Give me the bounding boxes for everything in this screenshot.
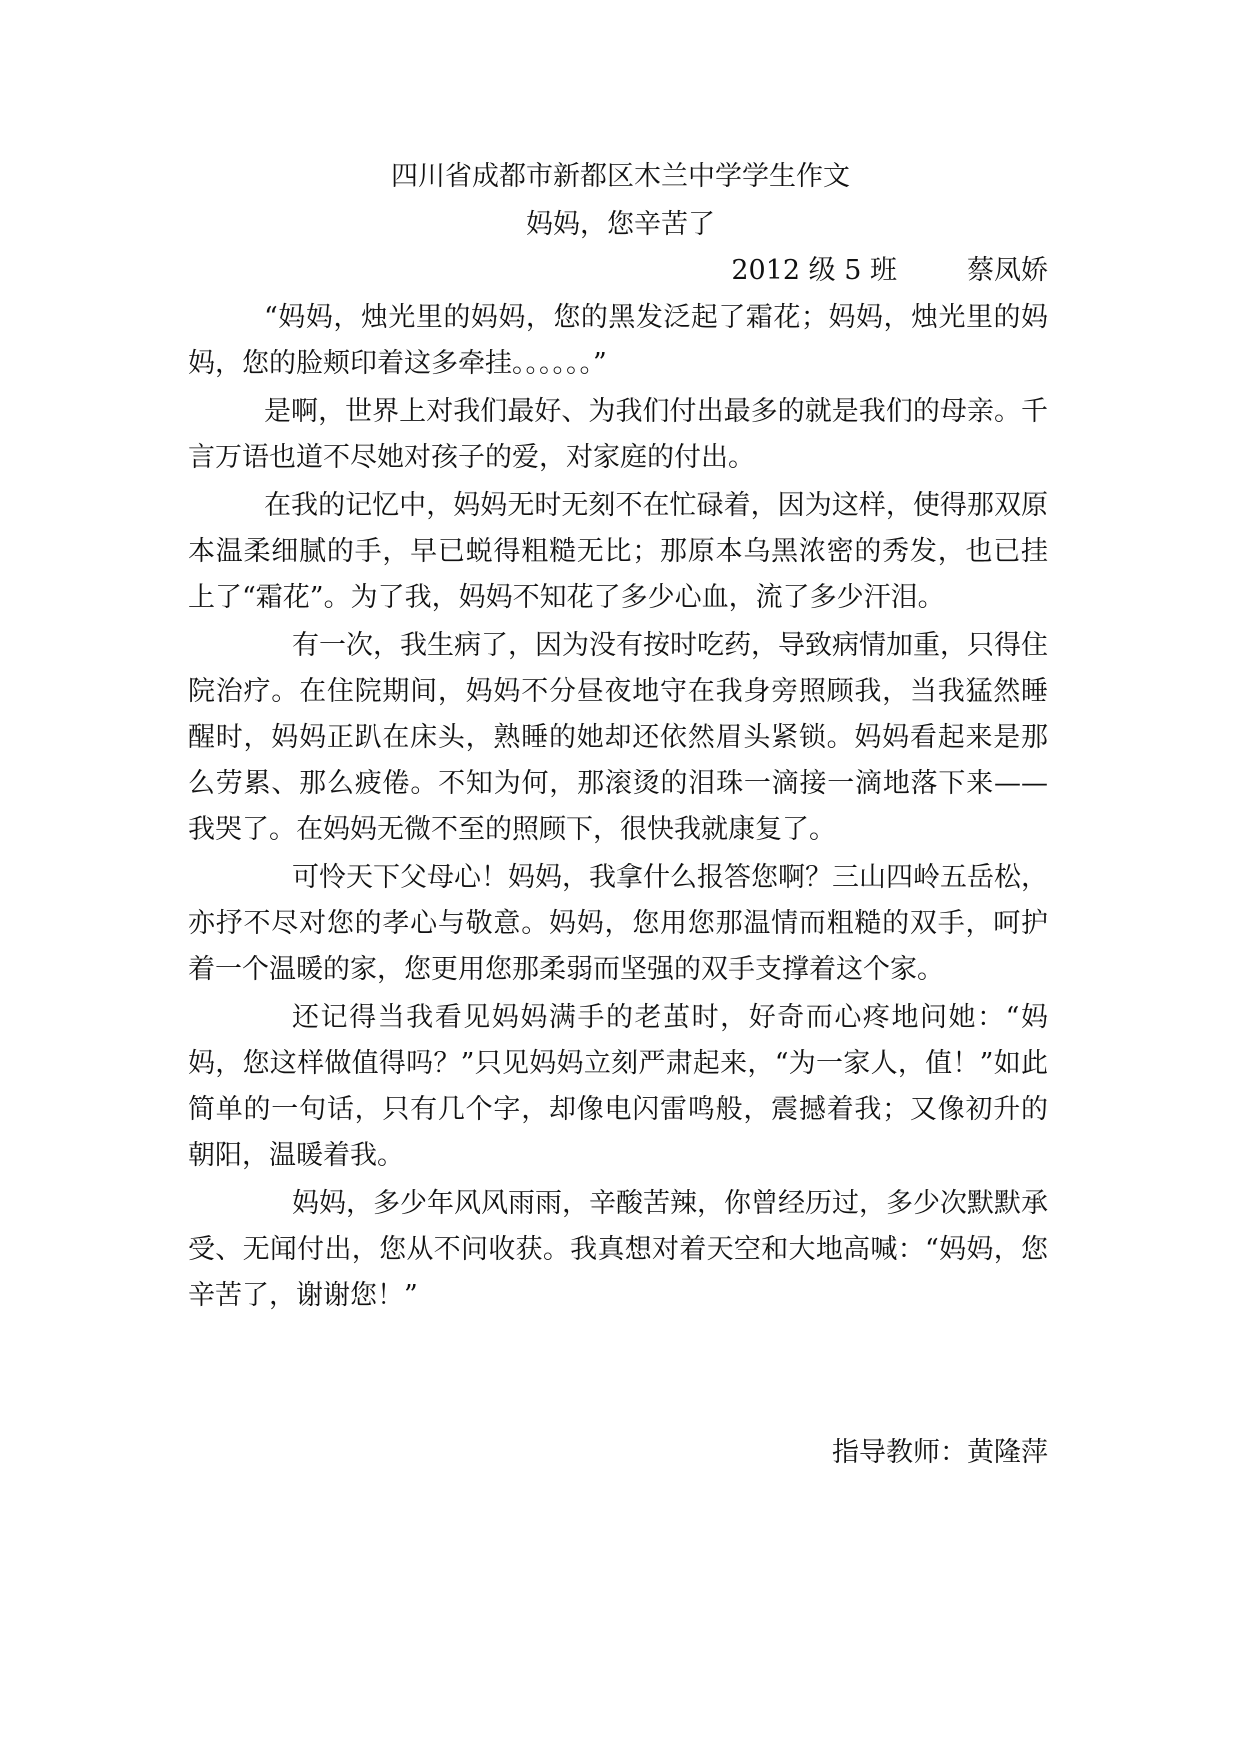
paragraph: “妈妈，烛光里的妈妈，您的黑发泛起了霜花；妈妈，烛光里的妈妈，您的脸颊印着这多牵挂。。。。。。” [188,302,1048,379]
paragraph: 在我的记忆中，妈妈无时无刻不在忙碌着，因为这样，使得那双原本温柔细腻的手，早已蜕得粗糙无比；那原本乌黑浓密的秀发，也已挂上了“霜花”。为了我，妈妈不知花了多少心血，流了多少汗泪。 [188,490,1048,613]
paragraph: 是啊，世界上对我们最好、为我们付出最多的就是我们的母亲。千言万语也道不尽她对孩子的爱，对家庭的付出。 [188,396,1048,473]
paragraph: 还记得当我看见妈妈满手的老茧时，好奇而心疼地问她：“妈妈，您这样做值得吗？”只见妈妈立刻严肃起来，“为一家人，值！”如此简单的一句话，只有几个字，却像电闪雷鸣般，震撼着我；又像初升的朝阳，温暖着我。 [188,1002,1048,1171]
author-name: 蔡凤娇 [967,255,1048,286]
essay-body [188,295,1048,1319]
class-label: 2012 级 5 班 [731,255,897,286]
byline [731,251,1048,291]
essay-title: 妈妈，您辛苦了 [526,209,715,240]
school-heading: 四川省成都市新都区木兰中学学生作文 [391,161,850,192]
advisor-line: 指导教师：黄隆萍 [832,1437,1048,1468]
paragraph: 妈妈，多少年风风雨雨，辛酸苦辣，你曾经历过，多少次默默承受、无闻付出，您从不问收获。我真想对着天空和大地高喊：“妈妈，您辛苦了，谢谢您！” [188,1188,1048,1311]
paragraph: 可怜天下父母心！妈妈，我拿什么报答您啊？三山四岭五岳松，亦抒不尽对您的孝心与敬意。妈妈，您用您那温情而粗糙的双手，呵护着一个温暖的家，您更用您那柔弱而坚强的双手支撑着这个家。 [188,862,1048,985]
paragraph: 有一次，我生病了，因为没有按时吃药，导致病情加重，只得住院治疗。在住院期间，妈妈不分昼夜地守在我身旁照顾我，当我猛然睡醒时，妈妈正趴在床头，熟睡的她却还依然眉头紧锁。妈妈看起来是那么劳累、那么疲倦。不知为何，那滚烫的泪珠一滴接一滴地落下来——我哭了。在妈妈无微不至的照顾下，很快我就康复了。 [188,630,1048,845]
